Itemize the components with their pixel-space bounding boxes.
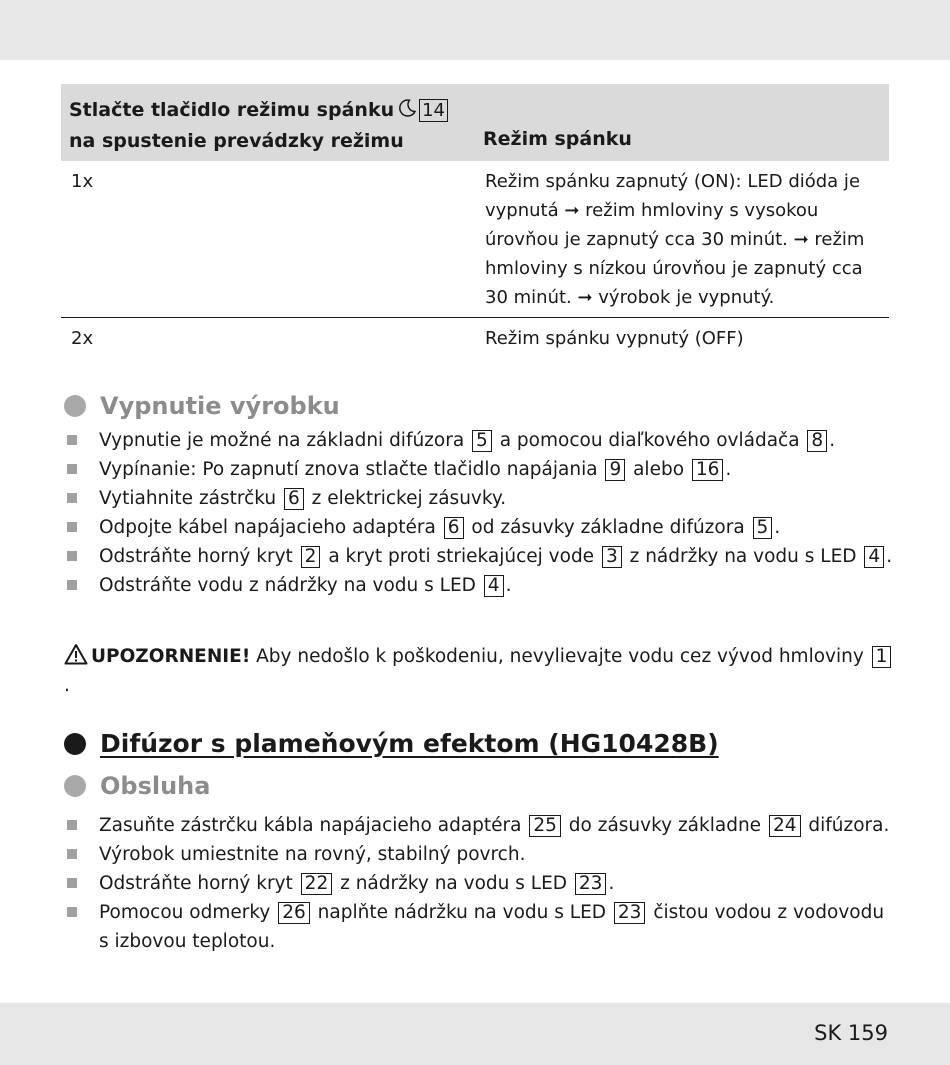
- list-item-text: Vypnutie je možné na základni difúzora: [99, 430, 471, 451]
- list-item-text: do zásuvky základne: [562, 815, 767, 836]
- ref-box: 2: [301, 546, 321, 568]
- section-heading-text: Vypnutie výrobku: [100, 392, 340, 420]
- ref-box: 1: [872, 646, 892, 668]
- ref-box: 26: [278, 902, 310, 924]
- list-item-text: Odpojte kábel napájacieho adaptéra: [99, 517, 442, 538]
- bullet-square-icon: [67, 551, 77, 561]
- list-item-text: .: [725, 459, 732, 480]
- list-item-text: čistou vodou z vodovodu s izbovou teplotou.: [99, 902, 885, 952]
- bullet-square-icon: [67, 878, 77, 888]
- list-item-text: naplňte nádržku na vodu s LED: [311, 902, 612, 923]
- header-col-press-line2: na spustenie prevádzky režimu: [69, 130, 404, 152]
- section-heading-flame-diffuser: [64, 729, 719, 758]
- bullet-square-icon: [67, 464, 77, 474]
- list-item: [64, 542, 894, 571]
- bullet-dot-icon: [64, 395, 86, 417]
- bullet-square-icon: [67, 522, 77, 532]
- ref-box: 5: [472, 430, 492, 452]
- moon-icon: [397, 98, 417, 127]
- list-item-text: a kryt proti striekajúcej vode: [322, 546, 600, 567]
- ref-box: 9: [605, 459, 625, 481]
- ref-box: 8: [807, 430, 827, 452]
- list-item: [64, 426, 894, 455]
- list-item-text: Odstráňte horný kryt: [99, 873, 299, 894]
- list-item-text: .: [505, 575, 512, 596]
- table-cell-mode: Režim spánku vypnutý (OFF): [485, 328, 744, 349]
- list-item: [64, 484, 894, 513]
- ref-box: 4: [864, 546, 884, 568]
- list-item-text: Pomocou odmerky: [99, 902, 277, 923]
- ref-box: 16: [692, 459, 724, 481]
- ref-box: 23: [614, 902, 646, 924]
- ref-box: 3: [602, 546, 622, 568]
- table-header: [61, 84, 889, 161]
- page-number: SK 159: [814, 1021, 888, 1045]
- list-item-text: Výrobok umiestnite na rovný, stabilný povrch.: [99, 844, 526, 865]
- ref-box: 5: [753, 517, 773, 539]
- list-item-text: .: [774, 517, 781, 538]
- list-item-text: z elektrickej zásuvky.: [305, 488, 507, 509]
- list-item-text: Vypínanie: Po zapnutí znova stlačte tlačidlo napájania: [99, 459, 604, 480]
- warning-triangle-icon: [64, 646, 91, 667]
- list-item-text: .: [829, 430, 836, 451]
- bullet-dot-icon: [64, 733, 86, 755]
- list-item-text: Odstráňte vodu z nádržky na vodu s LED: [99, 575, 482, 596]
- section-heading-switch-off: [64, 392, 340, 420]
- list-item-text: Odstráňte horný kryt: [99, 546, 299, 567]
- sleep-mode-table: [61, 84, 889, 358]
- list-item-text: Vytiahnite zástrčku: [99, 488, 283, 509]
- warning-text: Aby nedošlo k poškodeniu, nevylievajte vodu cez vývod hmloviny: [250, 646, 870, 667]
- section-heading-text: Difúzor s plameňovým efektom (HG10428B): [100, 729, 719, 758]
- warning-note: [64, 642, 894, 700]
- list-item: [64, 455, 894, 484]
- ref-box: 6: [444, 517, 464, 539]
- list-item: [64, 869, 894, 898]
- list-item: [64, 513, 894, 542]
- list-item: [64, 898, 894, 956]
- bullet-dot-icon: [64, 775, 86, 797]
- top-band: [0, 0, 950, 60]
- bullet-square-icon: [67, 435, 77, 445]
- ref-box: 14: [419, 99, 448, 122]
- bullet-square-icon: [67, 907, 77, 917]
- list-item-text: od zásuvky základne difúzora: [465, 517, 751, 538]
- warning-label: UPOZORNENIE!: [91, 646, 251, 667]
- table-cell-press: 2x: [71, 328, 94, 349]
- ref-box: 4: [484, 575, 504, 597]
- ref-box: 24: [769, 815, 801, 837]
- list-item-text: z nádržky na vodu s LED: [623, 546, 863, 567]
- ref-box: 6: [284, 488, 304, 510]
- list-item-text: .: [608, 873, 615, 894]
- switch-off-list: [64, 426, 894, 600]
- list-item: [64, 811, 894, 840]
- bullet-square-icon: [67, 493, 77, 503]
- header-col-press-line1: Stlačte tlačidlo režimu spánku: [69, 99, 395, 121]
- bottom-band: [0, 1003, 950, 1065]
- bullet-square-icon: [67, 580, 77, 590]
- operation-list: [64, 811, 894, 956]
- list-item-text: a pomocou diaľkového ovládača: [493, 430, 806, 451]
- header-col-mode: Režim spánku: [483, 128, 632, 150]
- section-heading-text: Obsluha: [100, 772, 211, 800]
- list-item-text: z nádržky na vodu s LED: [334, 873, 573, 894]
- table-row: [61, 161, 889, 318]
- list-item: [64, 840, 894, 869]
- list-item-text: alebo: [627, 459, 690, 480]
- bullet-square-icon: [67, 820, 77, 830]
- table-row: [61, 318, 889, 358]
- list-item: [64, 571, 894, 600]
- ref-box: 22: [301, 873, 333, 895]
- ref-box: 23: [575, 873, 607, 895]
- header-col-press: [69, 96, 489, 156]
- list-item-text: difúzora.: [802, 815, 890, 836]
- table-cell-mode: Režim spánku zapnutý (ON): LED dióda je vypnutá ➞ režim hmloviny s vysokou úrovňou je zapnutý cca 30 minút. ➞ režim hmloviny s nízkou úrovňou je zapnutý cca 30 minút. ➞ výrobok je vypnutý.: [485, 171, 865, 308]
- warning-end: .: [64, 675, 70, 696]
- ref-box: 25: [529, 815, 561, 837]
- bullet-square-icon: [67, 849, 77, 859]
- table-cell-press: 1x: [71, 171, 94, 192]
- section-heading-operation: [64, 772, 210, 800]
- list-item-text: .: [886, 546, 893, 567]
- list-item-text: Zasuňte zástrčku kábla napájacieho adaptéra: [99, 815, 528, 836]
